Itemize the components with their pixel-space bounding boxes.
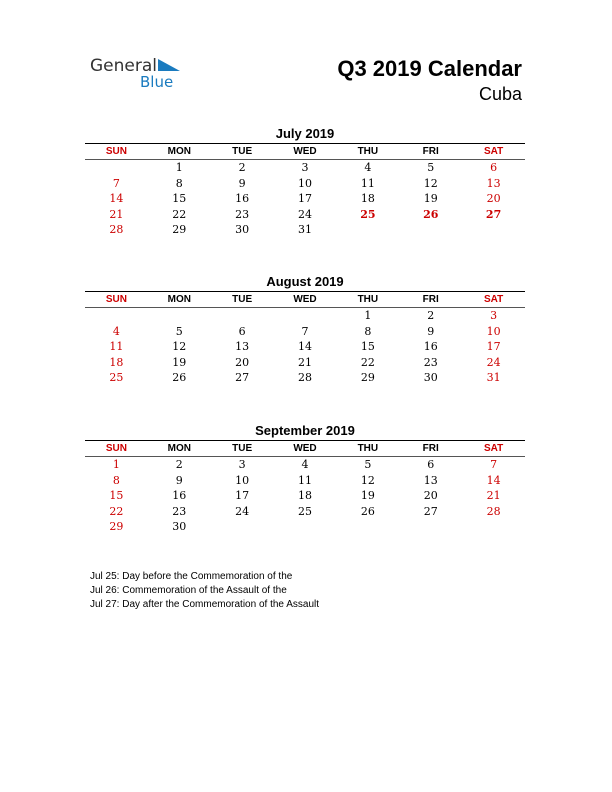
country-name: Cuba bbox=[478, 84, 522, 104]
day-cell: 17 bbox=[298, 192, 312, 206]
day-cell: 16 bbox=[172, 489, 187, 503]
day-cell: 19 bbox=[423, 192, 438, 206]
logo-general-text: General bbox=[90, 56, 157, 76]
month-title: August 2019 bbox=[266, 274, 344, 289]
day-cell: 5 bbox=[175, 324, 183, 338]
day-cell: 7 bbox=[490, 458, 498, 471]
day-cell: 31 bbox=[486, 371, 501, 385]
day-cell: 9 bbox=[238, 176, 246, 190]
empty-day-cell bbox=[85, 160, 148, 176]
day-cell: 4 bbox=[364, 161, 372, 174]
weekday-header: SAT bbox=[462, 441, 525, 457]
day-cell: 28 bbox=[298, 371, 312, 385]
weekday-header: MON bbox=[148, 144, 211, 160]
day-cell: 23 bbox=[235, 207, 250, 221]
day-cell: 15 bbox=[360, 340, 375, 354]
day-cell: 13 bbox=[423, 473, 438, 487]
logo-flag-icon bbox=[158, 59, 180, 71]
weekday-header: WED bbox=[274, 144, 337, 160]
day-cell: 15 bbox=[172, 192, 187, 206]
day-cell: 26 bbox=[360, 504, 375, 518]
weekday-header: FRI bbox=[399, 292, 462, 308]
day-cell: 28 bbox=[109, 223, 124, 237]
day-cell: 30 bbox=[423, 371, 438, 385]
day-cell: 18 bbox=[109, 355, 124, 369]
weekday-header: FRI bbox=[399, 441, 462, 457]
weekday-header: MON bbox=[148, 441, 211, 457]
day-cell: 10 bbox=[235, 473, 250, 487]
month-august bbox=[85, 273, 525, 386]
calendar-grid bbox=[85, 440, 525, 535]
day-cell: 24 bbox=[486, 355, 501, 369]
weekday-header: SAT bbox=[462, 292, 525, 308]
weekday-header: TUE bbox=[211, 144, 274, 160]
empty-day-cell bbox=[462, 222, 525, 238]
day-cell: 12 bbox=[360, 473, 375, 487]
day-cell: 2 bbox=[238, 161, 246, 174]
weekday-header: TUE bbox=[211, 441, 274, 457]
empty-day-cell bbox=[211, 308, 274, 324]
holiday-notes bbox=[90, 570, 350, 614]
day-cell: 19 bbox=[360, 489, 375, 503]
day-cell: 29 bbox=[172, 223, 187, 237]
day-cell: 21 bbox=[109, 207, 124, 221]
day-cell: 8 bbox=[112, 473, 120, 487]
day-cell: 24 bbox=[235, 504, 250, 518]
empty-day-cell bbox=[274, 308, 337, 324]
day-cell: 22 bbox=[172, 207, 187, 221]
day-cell: 20 bbox=[235, 355, 250, 369]
day-cell: 6 bbox=[427, 458, 435, 471]
day-cell: 18 bbox=[360, 192, 375, 206]
day-cell: 4 bbox=[301, 458, 309, 471]
day-cell: 10 bbox=[298, 176, 312, 190]
day-cell: 14 bbox=[486, 473, 501, 487]
day-cell: 5 bbox=[364, 458, 372, 471]
day-cell: 5 bbox=[427, 161, 435, 174]
day-cell: 16 bbox=[423, 340, 438, 354]
day-cell: 18 bbox=[298, 489, 312, 503]
weekday-header: WED bbox=[274, 441, 337, 457]
day-cell: 12 bbox=[172, 340, 187, 354]
day-cell: 27 bbox=[485, 207, 502, 221]
empty-day-cell bbox=[336, 222, 399, 238]
day-cell: 10 bbox=[486, 324, 501, 338]
logo bbox=[90, 56, 200, 96]
day-cell: 17 bbox=[235, 489, 250, 503]
day-cell: 26 bbox=[423, 207, 439, 221]
holiday-note: Jul 26: Commemoration of the Assault of the bbox=[90, 585, 287, 596]
empty-day-cell bbox=[336, 519, 399, 535]
day-cell: 21 bbox=[486, 489, 501, 503]
weekday-header: SAT bbox=[462, 144, 525, 160]
day-cell: 22 bbox=[360, 355, 375, 369]
day-cell: 27 bbox=[423, 504, 438, 518]
day-cell: 16 bbox=[235, 192, 250, 206]
day-cell: 21 bbox=[298, 355, 312, 369]
day-cell: 19 bbox=[172, 355, 187, 369]
weekday-header: TUE bbox=[211, 292, 274, 308]
weekday-header: THU bbox=[336, 292, 399, 308]
day-cell: 9 bbox=[427, 324, 435, 338]
empty-day-cell bbox=[148, 308, 211, 324]
day-cell: 30 bbox=[235, 223, 250, 237]
day-cell: 2 bbox=[175, 458, 183, 471]
day-cell: 12 bbox=[423, 176, 438, 190]
day-cell: 11 bbox=[360, 176, 375, 190]
empty-day-cell bbox=[462, 519, 525, 535]
day-cell: 6 bbox=[490, 161, 498, 174]
day-cell: 8 bbox=[175, 176, 183, 190]
day-cell: 25 bbox=[298, 504, 312, 518]
day-cell: 9 bbox=[175, 473, 183, 487]
empty-day-cell bbox=[85, 308, 148, 324]
day-cell: 1 bbox=[175, 161, 183, 174]
weekday-header: MON bbox=[148, 292, 211, 308]
holiday-note: Jul 27: Day after the Commemoration of the Assault bbox=[90, 599, 319, 610]
day-cell: 4 bbox=[112, 324, 120, 338]
day-cell: 14 bbox=[109, 192, 124, 206]
day-cell: 20 bbox=[486, 192, 501, 206]
day-cell: 27 bbox=[235, 371, 250, 385]
calendar-grid bbox=[85, 291, 525, 386]
month-title: September 2019 bbox=[255, 423, 355, 438]
day-cell: 11 bbox=[298, 473, 312, 487]
day-cell: 8 bbox=[364, 324, 372, 338]
day-cell: 13 bbox=[235, 340, 250, 354]
weekday-header: SUN bbox=[85, 144, 148, 160]
weekday-header: WED bbox=[274, 292, 337, 308]
day-cell: 15 bbox=[109, 489, 124, 503]
day-cell: 17 bbox=[486, 340, 501, 354]
holiday-note: Jul 25: Day before the Commemoration of the bbox=[90, 571, 293, 582]
weekday-header: FRI bbox=[399, 144, 462, 160]
day-cell: 13 bbox=[486, 176, 501, 190]
day-cell: 2 bbox=[427, 309, 435, 322]
day-cell: 3 bbox=[238, 458, 246, 471]
weekday-header: SUN bbox=[85, 292, 148, 308]
weekday-header: SUN bbox=[85, 441, 148, 457]
day-cell: 7 bbox=[112, 176, 120, 190]
day-cell: 20 bbox=[423, 489, 438, 503]
logo-blue-text: Blue bbox=[140, 73, 174, 91]
day-cell: 25 bbox=[360, 207, 376, 221]
weekday-header: THU bbox=[336, 144, 399, 160]
day-cell: 6 bbox=[238, 324, 246, 338]
day-cell: 25 bbox=[109, 371, 124, 385]
day-cell: 14 bbox=[298, 340, 312, 354]
day-cell: 23 bbox=[172, 504, 187, 518]
month-july bbox=[85, 125, 525, 238]
day-cell: 29 bbox=[360, 371, 375, 385]
weekday-header: THU bbox=[336, 441, 399, 457]
month-title: July 2019 bbox=[275, 126, 335, 141]
empty-day-cell bbox=[399, 222, 462, 238]
day-cell: 1 bbox=[364, 309, 372, 322]
day-cell: 23 bbox=[423, 355, 438, 369]
page-title: Q3 2019 Calendar bbox=[337, 56, 522, 81]
day-cell: 28 bbox=[486, 504, 501, 518]
day-cell: 30 bbox=[172, 520, 187, 534]
day-cell: 1 bbox=[112, 458, 120, 471]
day-cell: 26 bbox=[172, 371, 187, 385]
empty-day-cell bbox=[399, 519, 462, 535]
day-cell: 22 bbox=[109, 504, 124, 518]
empty-day-cell bbox=[274, 519, 337, 535]
day-cell: 3 bbox=[490, 309, 498, 322]
empty-day-cell bbox=[211, 519, 274, 535]
day-cell: 31 bbox=[298, 223, 312, 237]
day-cell: 24 bbox=[298, 207, 312, 221]
day-cell: 7 bbox=[301, 324, 309, 338]
day-cell: 29 bbox=[109, 520, 124, 534]
day-cell: 3 bbox=[301, 161, 309, 174]
day-cell: 11 bbox=[109, 340, 124, 354]
month-september bbox=[85, 422, 525, 535]
calendar-grid bbox=[85, 143, 525, 238]
